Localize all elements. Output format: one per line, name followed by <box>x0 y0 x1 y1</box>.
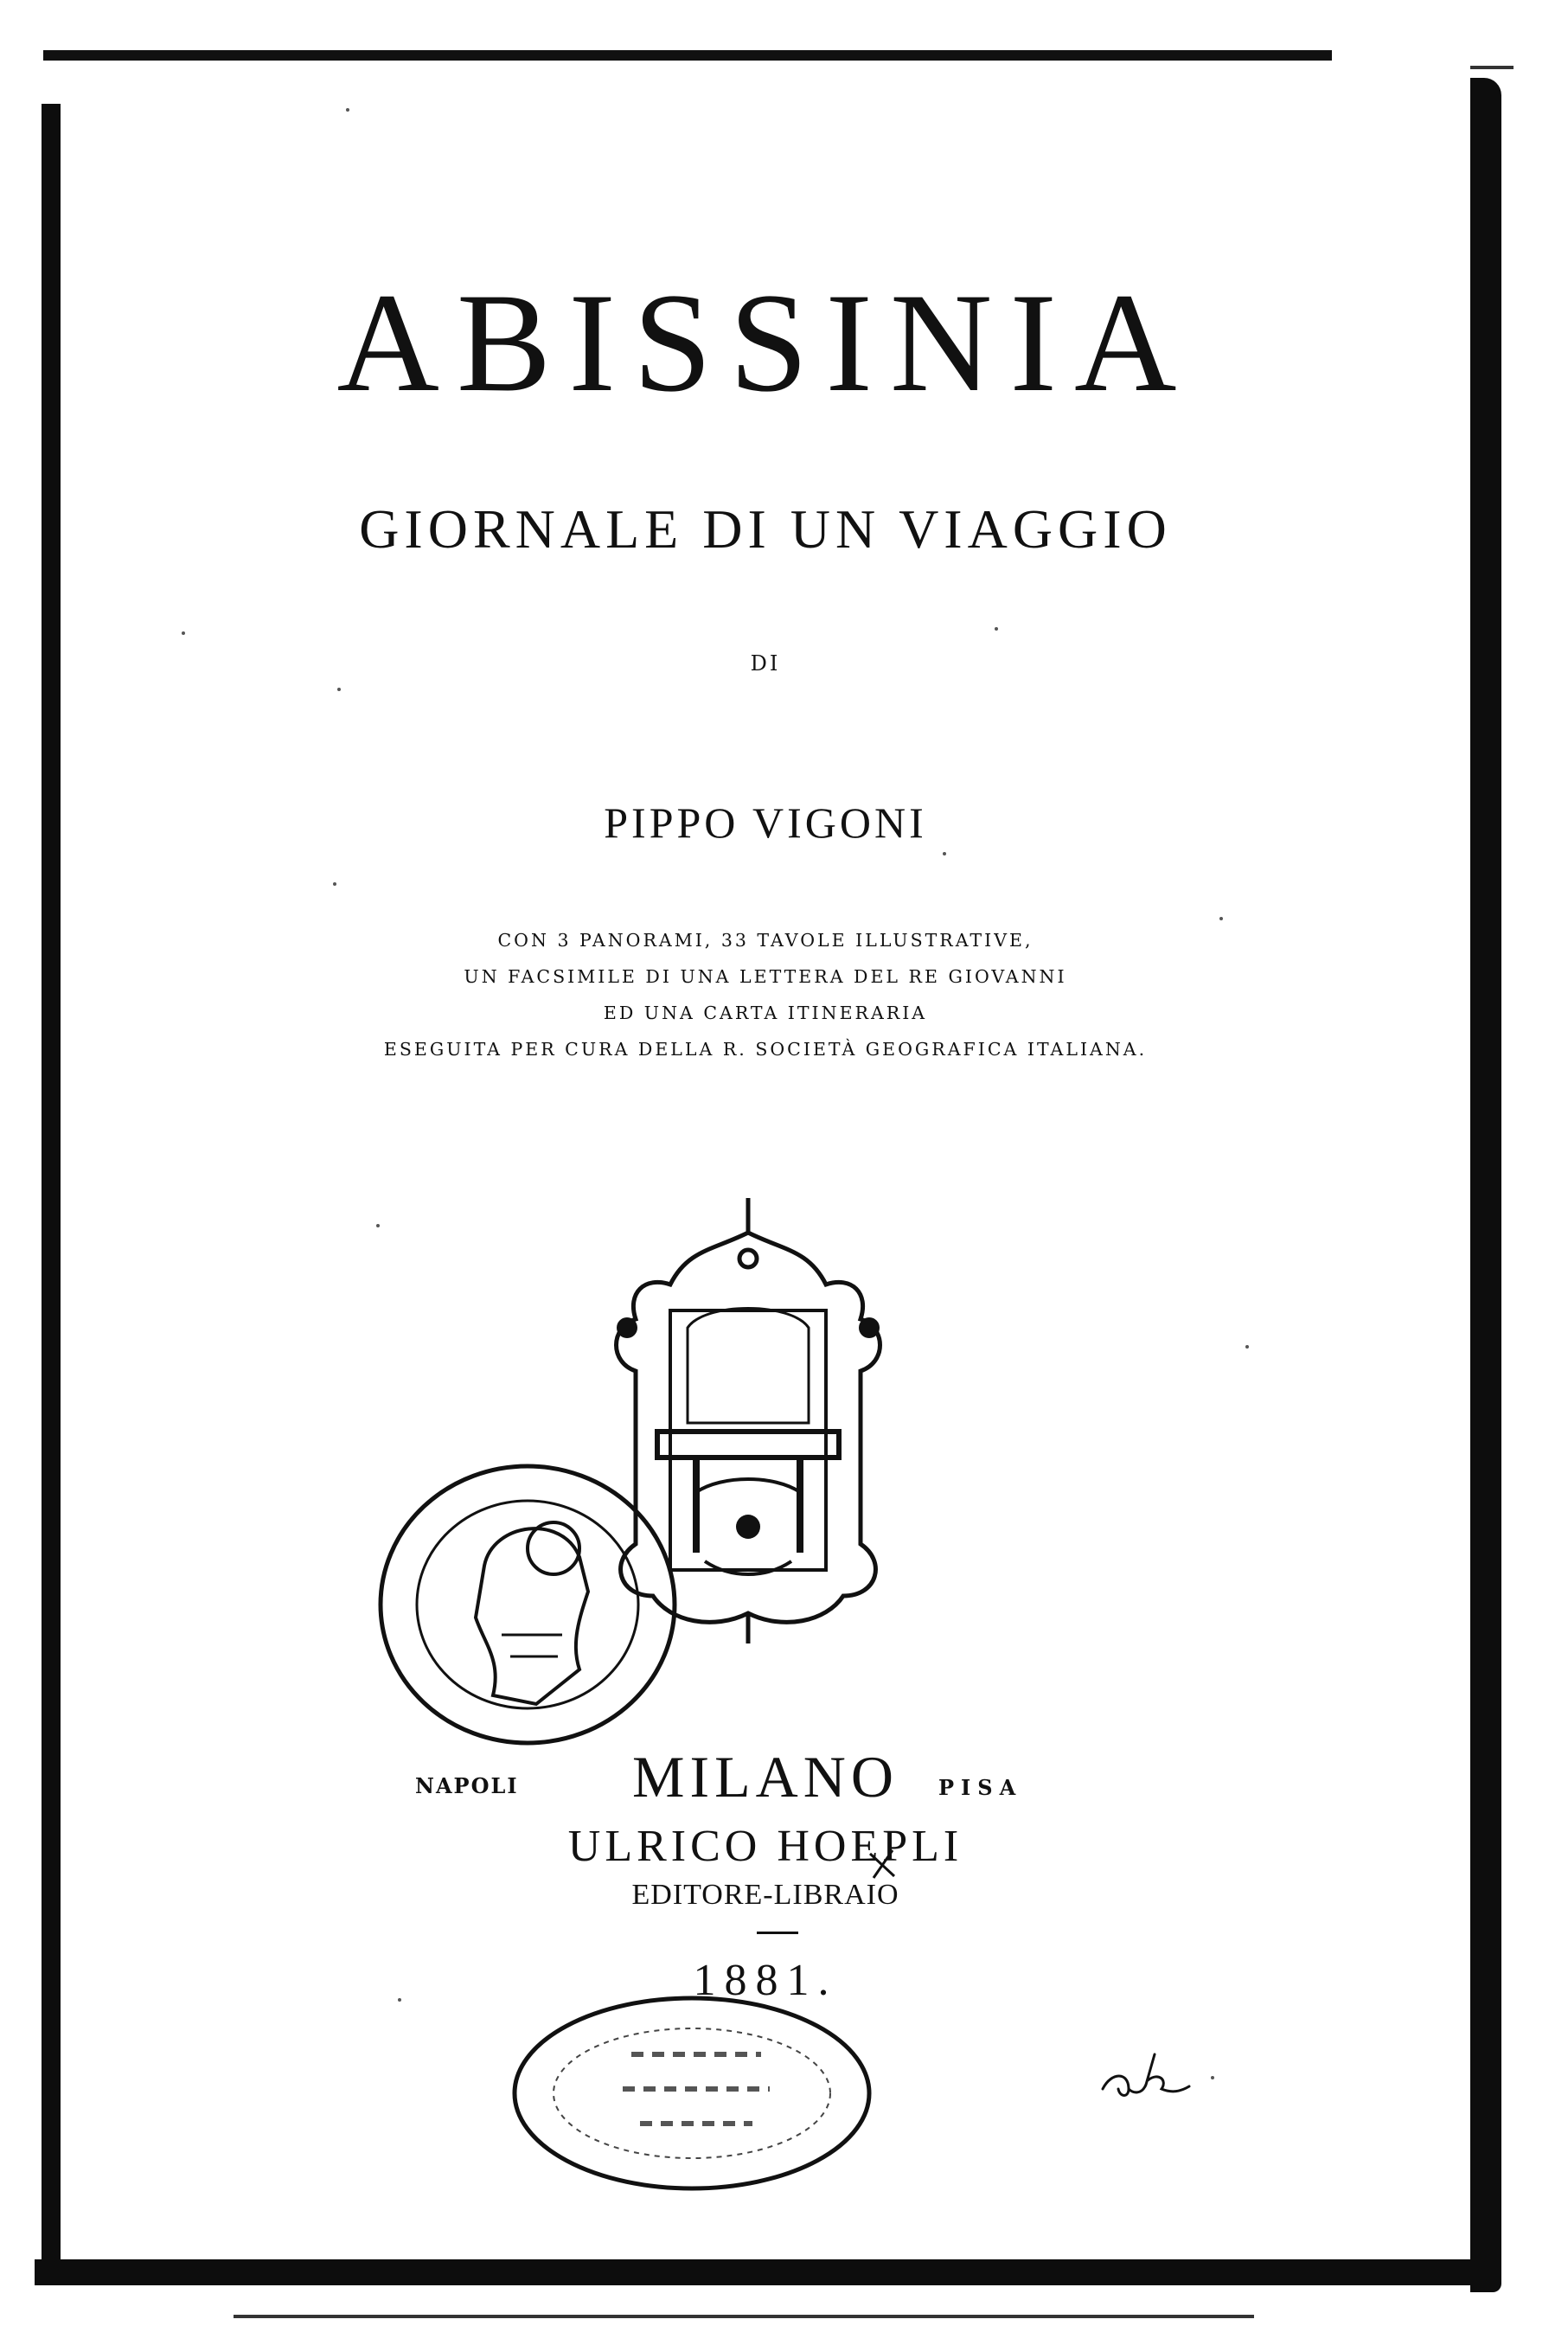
title-page <box>61 61 1470 2258</box>
scan-speck <box>1245 1345 1249 1349</box>
scan-speck <box>1219 917 1223 920</box>
divider-rule <box>757 1932 798 1934</box>
scan-speck <box>398 1998 401 2002</box>
imprint-city-main: MILANO <box>632 1744 899 1810</box>
scan-speck <box>337 688 341 691</box>
author-name: PIPPO VIGONI <box>604 798 927 847</box>
scan-speck <box>333 882 336 886</box>
book-subtitle: GIORNALE DI UN VIAGGIO <box>359 498 1172 560</box>
imprint-city-left: NAPOLI <box>415 1773 519 1798</box>
handwritten-signature <box>1094 2041 1198 2111</box>
publisher-role: EDITORE-LIBRAIO <box>631 1879 899 1911</box>
scan-edge-top <box>43 50 1332 61</box>
scan-speck <box>182 631 185 635</box>
description-line: ESEGUITA PER CURA DELLA R. SOCIETÀ GEOGRAFICA ITALIANA. <box>383 1039 1148 1060</box>
imprint-city-right: PISA <box>938 1775 1023 1800</box>
description-line: ED UNA CARTA ITINERARIA <box>603 1003 928 1023</box>
by-line: DI <box>750 651 781 676</box>
scan-speck <box>943 852 946 855</box>
scan-speck <box>1211 2076 1214 2079</box>
scan-edge-left <box>42 104 61 2266</box>
scan-edge-bottom-fragment <box>234 2315 1254 2318</box>
description-line: UN FACSIMILE DI UNA LETTERA DEL RE GIOVANNI <box>464 966 1067 987</box>
handwritten-x-mark <box>865 1847 899 1881</box>
publication-year: 1881. <box>693 1956 838 2005</box>
scan-edge-right <box>1470 78 1501 2292</box>
description-line: CON 3 PANORAMI, 33 TAVOLE ILLUSTRATIVE, <box>497 930 1034 951</box>
scan-speck <box>995 627 998 631</box>
publisher-name: ULRICO HOEPLI <box>567 1822 963 1871</box>
scan-edge-bottom <box>35 2259 1496 2285</box>
book-title: ABISSINIA <box>336 265 1194 421</box>
library-stamp <box>363 1445 692 1756</box>
scan-speck <box>346 108 349 112</box>
scan-speck <box>376 1224 380 1227</box>
copyright-stamp <box>502 1985 882 2201</box>
